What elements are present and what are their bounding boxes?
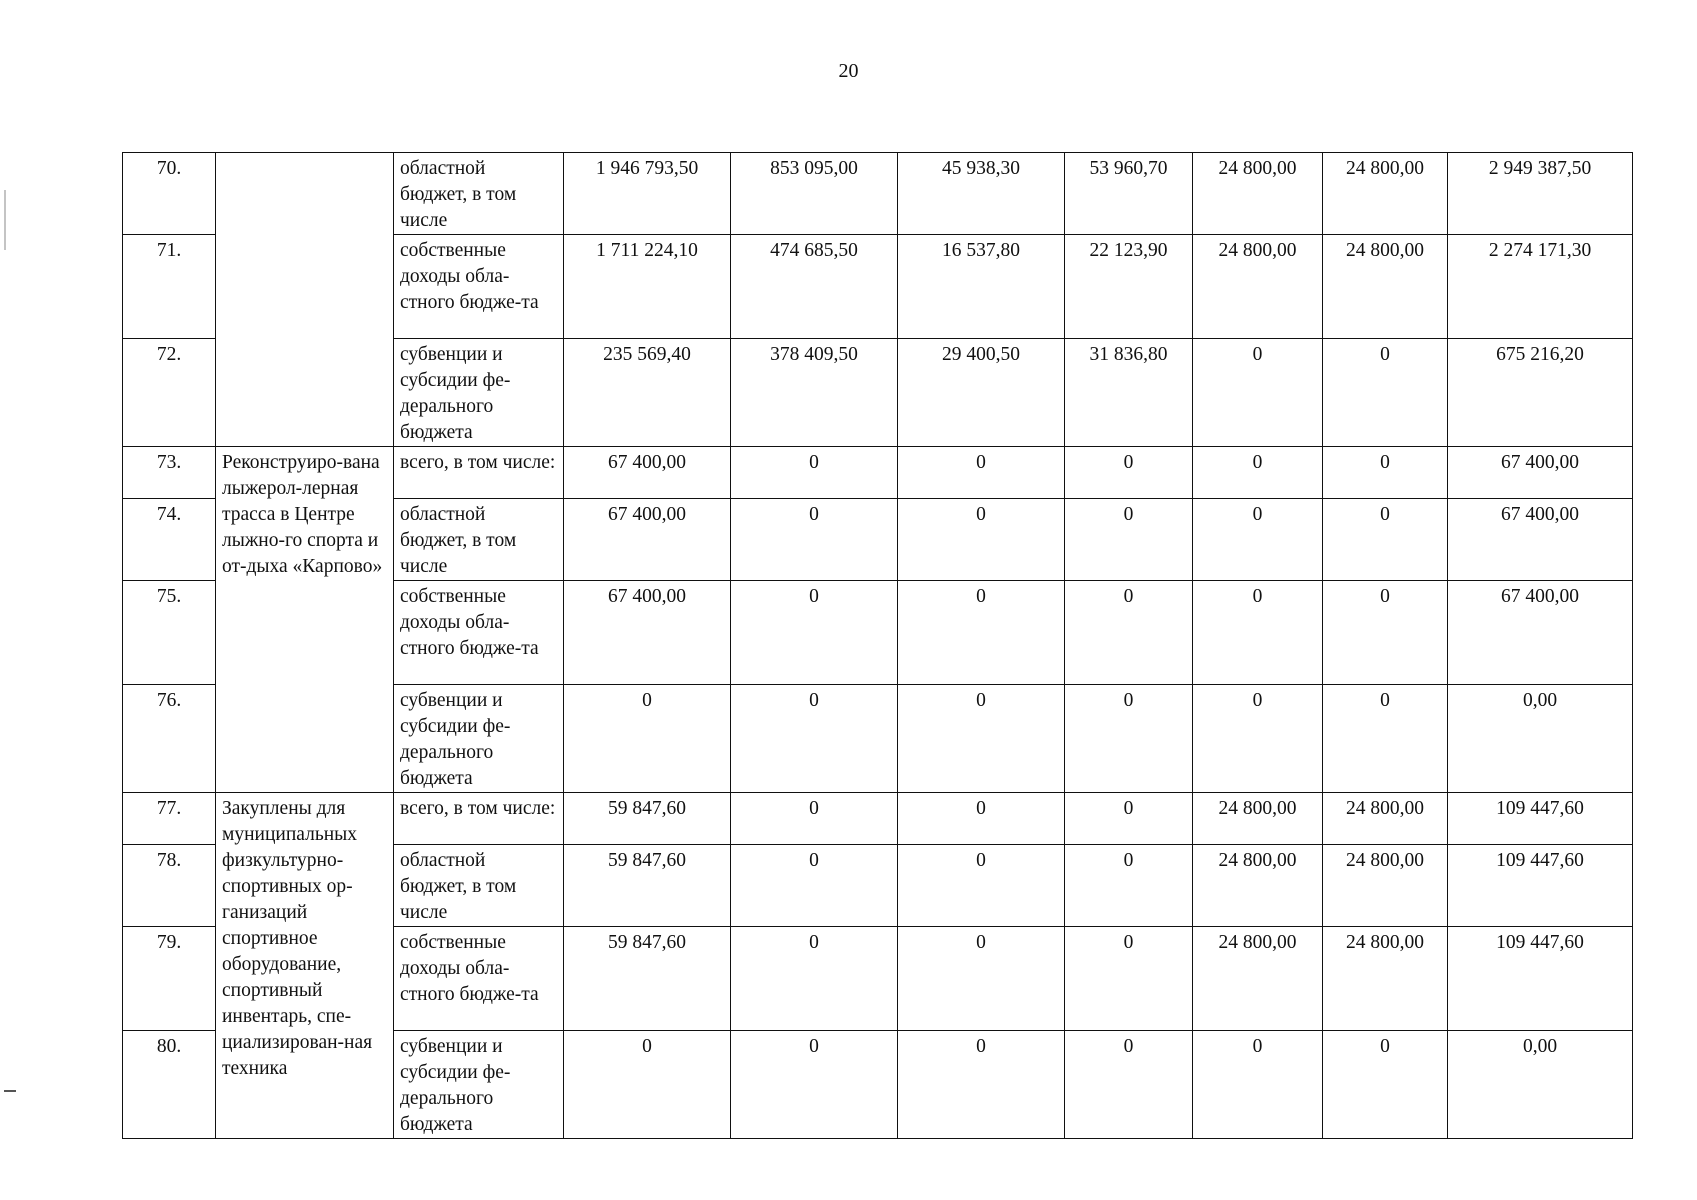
funding-source-cell: субвенции и субсидии фе-дерального бюджета [394,685,564,793]
year-value-cell: 24 800,00 [1193,153,1323,235]
year-value-cell: 1 711 224,10 [564,235,731,339]
year-value-cell: 0 [731,685,898,793]
year-value-cell: 0 [731,927,898,1031]
total-value-cell: 675 216,20 [1448,339,1633,447]
measure-description-cell: Закуплены для муниципальных физкультурно-спортивных ор-ганизаций спортивное оборудование, спортивный инвентарь, спе-циализирован-ная техника [216,793,394,1139]
year-value-cell: 235 569,40 [564,339,731,447]
row-number-cell: 73. [123,447,216,499]
year-value-cell: 45 938,30 [898,153,1065,235]
year-value-cell: 0 [898,499,1065,581]
year-value-cell: 0 [564,1031,731,1139]
year-value-cell: 0 [898,685,1065,793]
measure-description-cell: Реконструиро-вана лыжерол-лерная трасса в Центре лыжно-го спорта и от-дыха «Карпово» [216,447,394,793]
table-body [123,153,1633,1139]
year-value-cell: 59 847,60 [564,793,731,845]
total-value-cell: 0,00 [1448,1031,1633,1139]
year-value-cell: 16 537,80 [898,235,1065,339]
year-value-cell: 0 [898,793,1065,845]
year-value-cell: 0 [1065,685,1193,793]
row-number-cell: 75. [123,581,216,685]
year-value-cell: 24 800,00 [1193,235,1323,339]
measure-description-cell [216,153,394,447]
year-value-cell: 0 [1065,1031,1193,1139]
year-value-cell: 24 800,00 [1323,845,1448,927]
year-value-cell: 0 [731,581,898,685]
funding-source-cell: собственные доходы обла-стного бюдже-та [394,581,564,685]
year-value-cell: 0 [898,447,1065,499]
funding-source-cell: собственные доходы обла-стного бюдже-та [394,927,564,1031]
total-value-cell: 67 400,00 [1448,581,1633,685]
total-value-cell: 109 447,60 [1448,845,1633,927]
year-value-cell: 0 [731,845,898,927]
year-value-cell: 0 [1323,447,1448,499]
total-value-cell: 2 274 171,30 [1448,235,1633,339]
year-value-cell: 0 [898,581,1065,685]
page-number: 20 [838,60,859,82]
year-value-cell: 67 400,00 [564,581,731,685]
total-value-cell: 109 447,60 [1448,927,1633,1031]
row-number-cell: 76. [123,685,216,793]
year-value-cell: 0 [1193,581,1323,685]
year-value-cell: 24 800,00 [1193,845,1323,927]
year-value-cell: 0 [898,845,1065,927]
total-value-cell: 67 400,00 [1448,447,1633,499]
year-value-cell: 0 [564,685,731,793]
funding-source-cell: субвенции и субсидии фе-дерального бюджета [394,1031,564,1139]
funding-source-cell: субвенции и субсидии фе-дерального бюджета [394,339,564,447]
funding-source-cell: областной бюджет, в том числе [394,499,564,581]
year-value-cell: 59 847,60 [564,927,731,1031]
total-value-cell: 2 949 387,50 [1448,153,1633,235]
table-row [123,153,1633,235]
year-value-cell: 0 [1193,447,1323,499]
row-number-cell: 80. [123,1031,216,1139]
total-value-cell: 0,00 [1448,685,1633,793]
year-value-cell: 0 [898,927,1065,1031]
year-value-cell: 0 [1065,499,1193,581]
table-row [123,793,1633,845]
year-value-cell: 0 [1193,1031,1323,1139]
year-value-cell: 24 800,00 [1323,153,1448,235]
year-value-cell: 0 [731,793,898,845]
total-value-cell: 109 447,60 [1448,793,1633,845]
year-value-cell: 24 800,00 [1193,793,1323,845]
year-value-cell: 0 [1193,499,1323,581]
row-number-cell: 70. [123,153,216,235]
year-value-cell: 0 [1065,793,1193,845]
row-number-cell: 71. [123,235,216,339]
row-number-cell: 78. [123,845,216,927]
year-value-cell: 24 800,00 [1323,793,1448,845]
year-value-cell: 59 847,60 [564,845,731,927]
year-value-cell: 24 800,00 [1323,235,1448,339]
row-number-cell: 72. [123,339,216,447]
year-value-cell: 0 [1323,685,1448,793]
funding-source-cell: всего, в том числе: [394,447,564,499]
table-row [123,447,1633,499]
year-value-cell: 0 [1323,1031,1448,1139]
funding-source-cell: всего, в том числе: [394,793,564,845]
funding-source-cell: областной бюджет, в том числе [394,845,564,927]
year-value-cell: 0 [1193,685,1323,793]
year-value-cell: 0 [1065,927,1193,1031]
year-value-cell: 31 836,80 [1065,339,1193,447]
year-value-cell: 67 400,00 [564,499,731,581]
year-value-cell: 853 095,00 [731,153,898,235]
year-value-cell: 378 409,50 [731,339,898,447]
funding-source-cell: собственные доходы обла-стного бюдже-та [394,235,564,339]
year-value-cell: 24 800,00 [1323,927,1448,1031]
year-value-cell: 0 [1323,499,1448,581]
year-value-cell: 474 685,50 [731,235,898,339]
scan-margin-mark [4,190,6,250]
year-value-cell: 0 [1193,339,1323,447]
year-value-cell: 0 [1323,339,1448,447]
year-value-cell: 0 [1065,447,1193,499]
year-value-cell: 24 800,00 [1193,927,1323,1031]
year-value-cell: 53 960,70 [1065,153,1193,235]
year-value-cell: 0 [1065,581,1193,685]
year-value-cell: 67 400,00 [564,447,731,499]
year-value-cell: 1 946 793,50 [564,153,731,235]
year-value-cell: 0 [898,1031,1065,1139]
budget-table [122,152,1633,1139]
year-value-cell: 0 [1323,581,1448,685]
row-number-cell: 77. [123,793,216,845]
year-value-cell: 22 123,90 [1065,235,1193,339]
total-value-cell: 67 400,00 [1448,499,1633,581]
funding-source-cell: областной бюджет, в том числе [394,153,564,235]
row-number-cell: 74. [123,499,216,581]
year-value-cell: 29 400,50 [898,339,1065,447]
year-value-cell: 0 [731,499,898,581]
year-value-cell: 0 [731,447,898,499]
year-value-cell: 0 [1065,845,1193,927]
year-value-cell: 0 [731,1031,898,1139]
row-number-cell: 79. [123,927,216,1031]
scan-margin-mark [4,1090,16,1092]
